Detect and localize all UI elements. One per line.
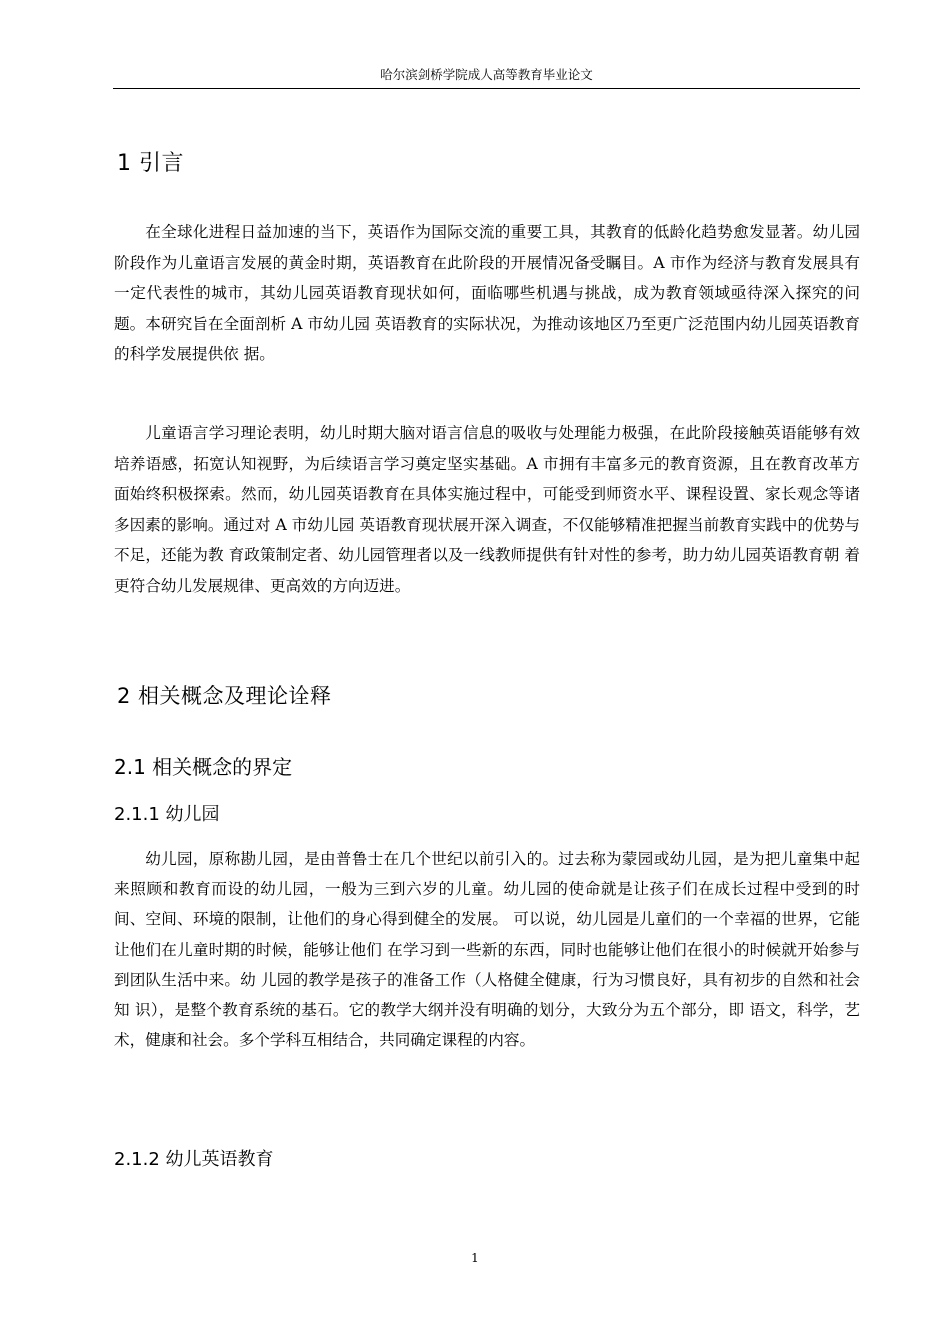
section-2-1-heading: 2.1 相关概念的界定 [114, 755, 293, 779]
section-1-heading: 1 引言 [117, 151, 184, 176]
section-2-1-1-heading: 2.1.1 幼儿园 [114, 804, 220, 825]
section-2-1-2-heading: 2.1.2 幼儿英语教育 [114, 1149, 274, 1170]
page-number: 1 [471, 1251, 479, 1265]
page-header: 哈尔滨剑桥学院成人高等教育毕业论文 [113, 66, 860, 89]
section-1-paragraph-2: 儿童语言学习理论表明，幼儿时期大脑对语言信息的吸收与处理能力极强，在此阶段接触英语能够有效培养语感，拓宽认知视野，为后续语言学习奠定坚实基础。A 市拥有丰富多元的教育资源，且在教育改革方面始终积极探索。然而，幼儿园英语教育在具体实施过程中，可能受到师资水平、课程设置、家长观念等诸多因素的影响。通过对 A 市幼儿园 英语教育现状展开深入调查，不仅能够精准把握当前教育实践中的优势与不足，还能为教 育政策制定者、幼儿园管理者以及一线教师提供有针对性的参考，助力幼儿园英语教育朝 着更符合幼儿发展规律、更高效的方向迈进。 [114, 424, 860, 595]
section-1-paragraph-1: 在全球化进程日益加速的当下，英语作为国际交流的重要工具，其教育的低龄化趋势愈发显著。幼儿园阶段作为儿童语言发展的黄金时期，英语教育在此阶段的开展情况备受瞩目。A 市作为经济与教育发展具有一定代表性的城市，其幼儿园英语教育现状如何，面临哪些机遇与挑战，成为教育领域亟待深入探究的问题。本研究旨在全面剖析 A 市幼儿园 英语教育的实际状况，为推动该地区乃至更广泛范围内幼儿园英语教育的科学发展提供依 据。 [114, 223, 860, 364]
section-2-heading: 2 相关概念及理论诠释 [117, 684, 332, 708]
section-2-1-1-paragraph: 幼儿园，原称勘儿园，是由普鲁士在几个世纪以前引入的。过去称为蒙园或幼儿园，是为把儿童集中起来照顾和教育而设的幼儿园，一般为三到六岁的儿童。幼儿园的使命就是让孩子们在成长过程中受到的时间、空间、环境的限制，让他们的身心得到健全的发展。 可以说，幼儿园是儿童们的一个幸福的世界，它能让他们在儿童时期的时候，能够让他们 在学习到一些新的东西，同时也能够让他们在很小的时候就开始参与到团队生活中来。幼 儿园的教学是孩子的准备工作（人格健全健康，行为习惯良好，具有初步的自然和社会知 识），是整个教育系统的基石。它的教学大纲并没有明确的划分，大致分为五个部分，即 语文，科学，艺术，健康和社会。多个学科互相结合，共同确定课程的内容。 [114, 850, 860, 1050]
